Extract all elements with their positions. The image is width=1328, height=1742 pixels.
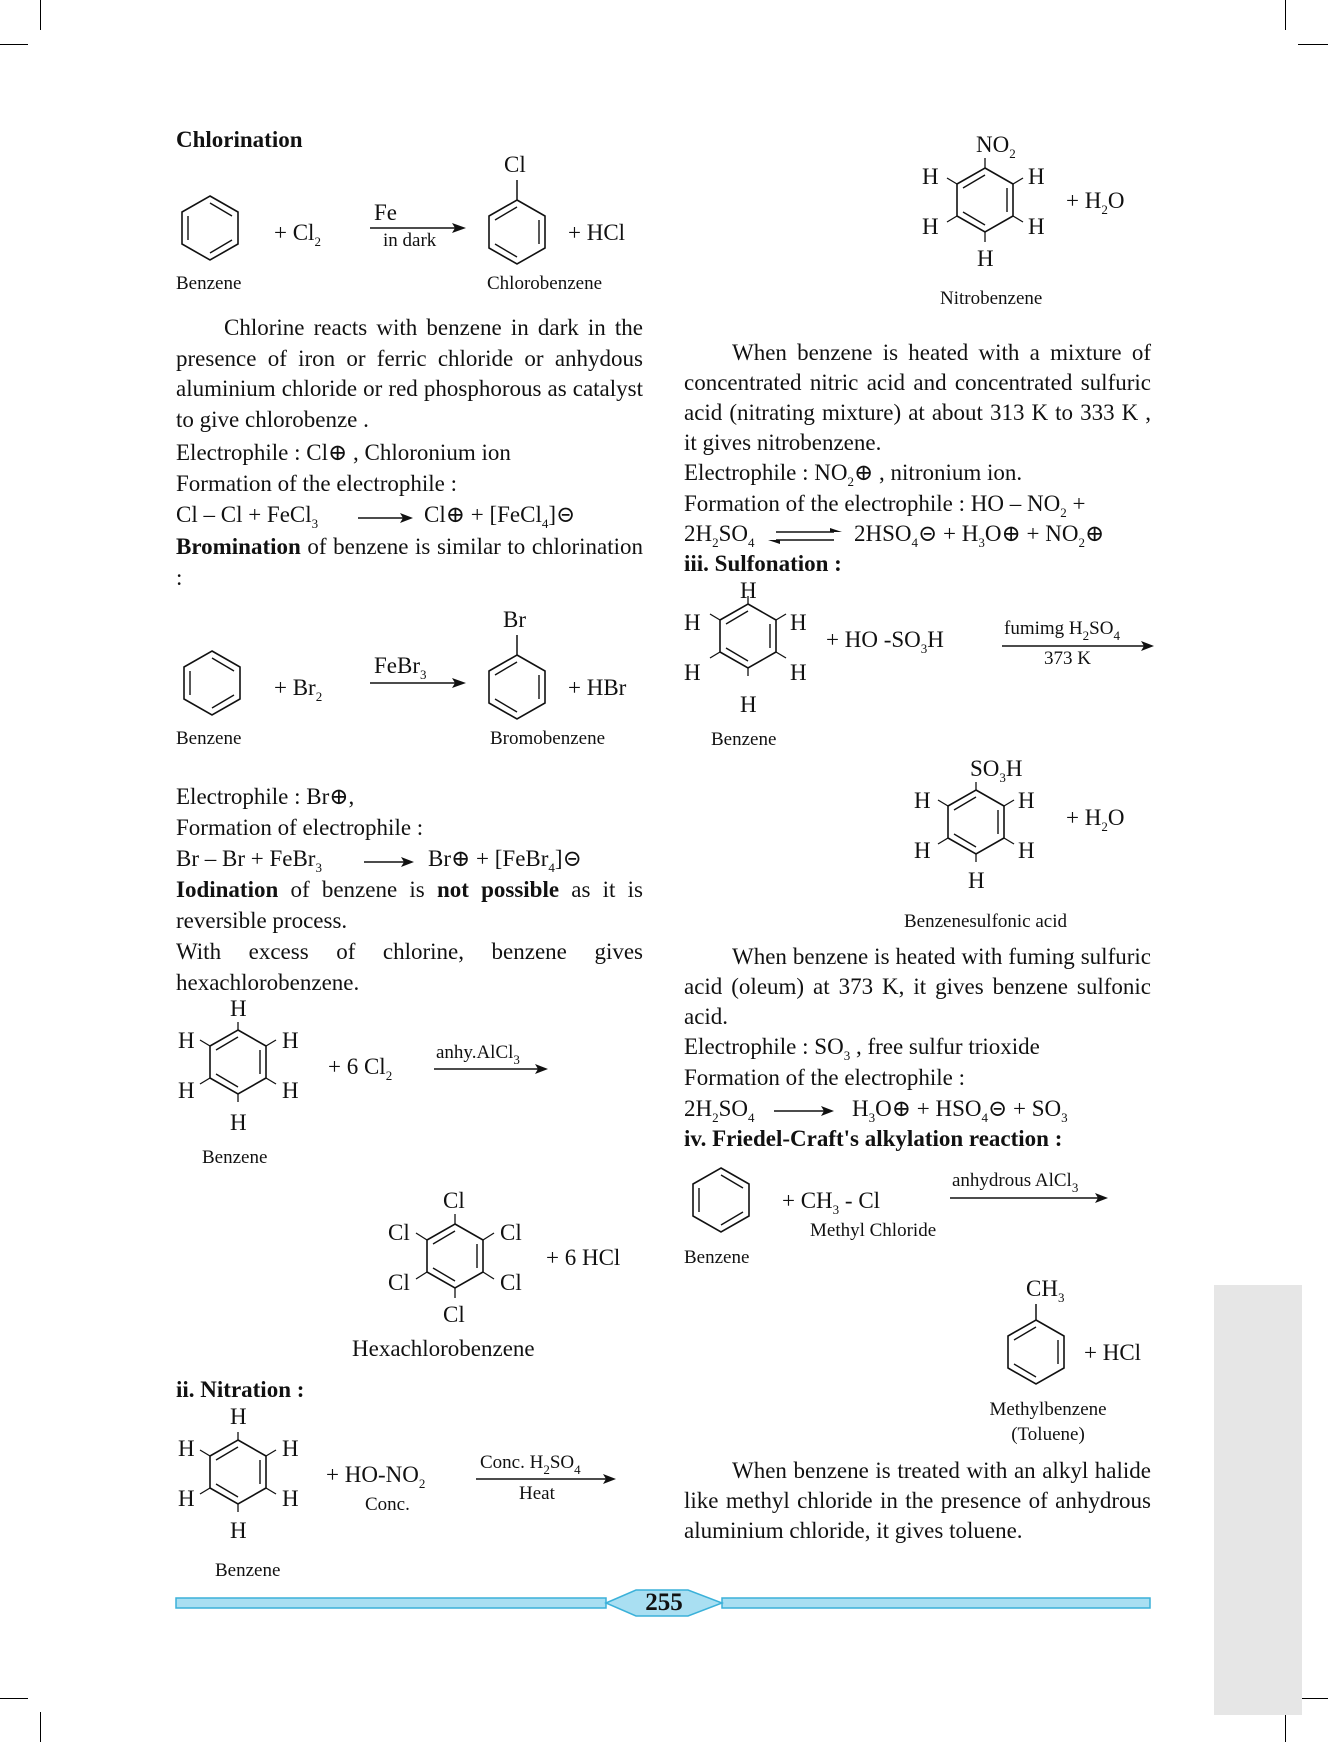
hydrogen-atom: H [790, 610, 807, 635]
chlorine-atom: Cl [500, 1270, 522, 1295]
hydrogen-atom: H [282, 1486, 299, 1511]
catalyst-label: Conc. $H_2SO_4$ [480, 1452, 581, 1477]
bromination-equation-left: Br – Br + FeBr$_3$ [176, 846, 322, 875]
sulfonation-paragraph: When benzene is heated with fuming sulfuric acid (oleum) at 373 K, it gives benzene sulfonic acid. [684, 944, 1151, 1029]
sulfonic-group: $SO_3H$ [970, 756, 1023, 785]
crop-mark [1298, 1698, 1328, 1699]
hydrogen-atom: H [282, 1028, 299, 1053]
benzene-label: Benzene [176, 273, 242, 294]
crop-mark [0, 44, 28, 45]
chlorine-atom: Cl [443, 1188, 465, 1213]
chlorine-atom: Cl [500, 1220, 522, 1245]
bromination-intro: Bromination of benzene is similar to chlorination : [176, 534, 643, 590]
sulfonation-equation-left: $2H_2SO_4$ [684, 1096, 755, 1125]
methyl-group: $CH_3$ [1026, 1276, 1065, 1305]
hydrogen-atom: H [977, 246, 994, 271]
hydrogen-atom: H [230, 1404, 247, 1429]
conc-note: Conc. [365, 1494, 410, 1515]
page-number: 255 [645, 1589, 683, 1616]
crop-mark [40, 0, 41, 30]
hydrogen-atom: H [922, 164, 939, 189]
nitration-equation-left: $2H_2SO_4$ [684, 521, 755, 550]
condition-label: in dark [383, 230, 437, 251]
hydrogen-atom: H [1028, 164, 1045, 189]
excess-chlorine-paragraph: With excess of chlorine, benzene gives hexachlorobenzene. [176, 939, 643, 995]
sulfonation-formation-label: Formation of the electrophile : [684, 1065, 966, 1090]
sulfonation-heading: iii. Sulfonation : [684, 551, 842, 576]
hydrogen-atom: H [230, 996, 247, 1021]
sulfonation-equation-right: $H_3O\oplus$ + $HSO_4⊝ + SO_3$ [852, 1096, 1068, 1125]
side-tab-block [1214, 1285, 1302, 1715]
hydrogen-atom: H [1018, 838, 1035, 863]
alkylation-heading: iv. Friedel-Craft's alkylation reaction : [684, 1126, 1063, 1151]
hydrogen-atom: H [282, 1078, 299, 1103]
hbr-byproduct: + HBr [568, 675, 627, 700]
hydrogen-atom: H [178, 1078, 195, 1103]
hydrogen-atom: H [282, 1436, 299, 1461]
crop-mark [40, 1712, 41, 1742]
nitration-paragraph: When benzene is heated with a mixture of concentrated nitric acid and concentrated sulfuric acid (nitrating mixture) at about 313 K to 333 K , it gives nitrobenzene. [684, 340, 1151, 455]
hcl-byproduct: + HCl [568, 220, 626, 245]
benzene-label: Benzene [684, 1247, 750, 1268]
substituent-br: Br [503, 607, 526, 632]
chlorine-atom: Cl [443, 1302, 465, 1327]
nitration-heading: ii. Nitration : [176, 1377, 305, 1402]
chlorination-paragraph: Chlorine reacts with benzene in dark in the presence of iron or ferric chloride or anhydous aluminium chloride or red phosphorous as catalyst to give chlorobenze . [176, 315, 643, 432]
catalyst-label: FeBr$_3$ [374, 653, 427, 682]
iodination-paragraph: Iodination of benzene is not possible as it is reversible process. [176, 877, 643, 933]
nitration-electrophile: Electrophile : $NO_2\oplus$ , nitronium ion. [684, 460, 1023, 489]
chlorine-atom: Cl [388, 1270, 410, 1295]
water-byproduct: + $H_2O$ [1066, 805, 1125, 834]
hydrogen-atom: H [914, 838, 931, 863]
hydrogen-atom: H [914, 788, 931, 813]
nitrobenzene-label: Nitrobenzene [940, 288, 1043, 309]
benzene-label: Benzene [202, 1147, 268, 1168]
catalyst-label: Fe [374, 200, 397, 225]
toluene-label-alt: (Toluene) [1011, 1424, 1085, 1445]
sulfonation-electrophile: Electrophile : $SO_3$ , free sulfur trioxide [684, 1034, 1040, 1063]
water-byproduct: + $H_2O$ [1066, 188, 1125, 217]
substituent-cl: Cl [504, 152, 526, 177]
chlorination-formation-label: Formation of the electrophile : [176, 471, 458, 496]
bromination-electrophile: Electrophile : Br⊕, [176, 784, 355, 809]
crop-mark [0, 1698, 28, 1699]
hydrogen-atom: H [684, 660, 701, 685]
page-number-bar [0, 0, 1, 1]
hydrogen-atom: H [740, 578, 757, 603]
sulfuric-acid-reagent: + HO $-SO_3H$ [826, 627, 944, 656]
chlorobenzene-label: Chlorobenzene [487, 273, 603, 294]
chlorine-atom: Cl [388, 1220, 410, 1245]
six-hcl-byproduct: + 6 HCl [546, 1245, 621, 1270]
chlorination-electrophile: Electrophile : Cl⊕ , Chloronium ion [176, 440, 511, 465]
chlorine-reagent: + $Cl_2$ [274, 220, 321, 249]
chlorination-equation-right: Cl⊕ + [FeCl$_4$]⊝ [424, 502, 576, 531]
catalyst-label: anhydrous AlCl$_3$ [952, 1170, 1079, 1195]
methyl-chloride-reagent: + $CH_3$ - Cl [782, 1188, 881, 1217]
bromination-equation-right: Br⊕ + [FeBr$_4$]⊝ [428, 846, 582, 875]
benzene-label: Benzene [176, 728, 242, 749]
hydrogen-atom: H [790, 660, 807, 685]
hydrogen-atom: H [230, 1518, 247, 1543]
bromobenzene-label: Bromobenzene [490, 728, 606, 749]
hcl-byproduct: + HCl [1084, 1340, 1142, 1365]
hydrogen-atom: H [1018, 788, 1035, 813]
catalyst-label: anhy.AlCl$_3$ [436, 1042, 520, 1067]
hydrogen-atom: H [968, 868, 985, 893]
benzenesulfonic-label: Benzenesulfonic acid [904, 911, 1068, 932]
alkylation-paragraph: When benzene is treated with an alkyl halide like methyl chloride in the presence of anhydrous aluminium chloride, it gives toluene. [684, 1458, 1151, 1543]
crop-mark [1285, 0, 1286, 30]
condition-label: 373 K [1044, 648, 1091, 669]
catalyst-label: fumimg $H_2SO_4$ [1004, 618, 1120, 643]
hydrogen-atom: H [178, 1028, 195, 1053]
nitration-equation-right: $2HSO_4⊝$ + $H_3O\oplus$ + $NO_2\oplus$ [854, 521, 1105, 550]
hexachlorobenzene-label: Hexachlorobenzene [352, 1336, 535, 1361]
toluene-label: Methylbenzene [989, 1399, 1107, 1420]
hydrogen-atom: H [684, 610, 701, 635]
crop-mark [1285, 1712, 1286, 1742]
hydrogen-atom: H [178, 1436, 195, 1461]
chlorination-heading: Chlorination [176, 127, 303, 152]
benzene-label: Benzene [215, 1560, 281, 1581]
nitric-acid-reagent: + $HO-NO_2$ [326, 1462, 426, 1491]
hydrogen-atom: H [740, 692, 757, 717]
six-chlorine-reagent: + 6 $Cl_2$ [328, 1054, 393, 1083]
benzene-label: Benzene [711, 729, 777, 750]
chlorination-equation-left: Cl – Cl + FeCl$_3$ [176, 502, 319, 531]
condition-label: Heat [519, 1483, 555, 1504]
methyl-chloride-name: Methyl Chloride [810, 1220, 937, 1241]
bromination-formation-label: Formation of electrophile : [176, 815, 424, 840]
hydrogen-atom: H [178, 1486, 195, 1511]
hydrogen-atom: H [922, 214, 939, 239]
hydrogen-atom: H [230, 1110, 247, 1135]
crop-mark [1298, 44, 1328, 45]
hydrogen-atom: H [1028, 214, 1045, 239]
nitration-formation: Formation of the electrophile : HO – $NO_2$ + [684, 491, 1086, 520]
nitro-group: $NO_2$ [976, 132, 1016, 161]
bromine-reagent: + $Br_2$ [274, 675, 323, 704]
